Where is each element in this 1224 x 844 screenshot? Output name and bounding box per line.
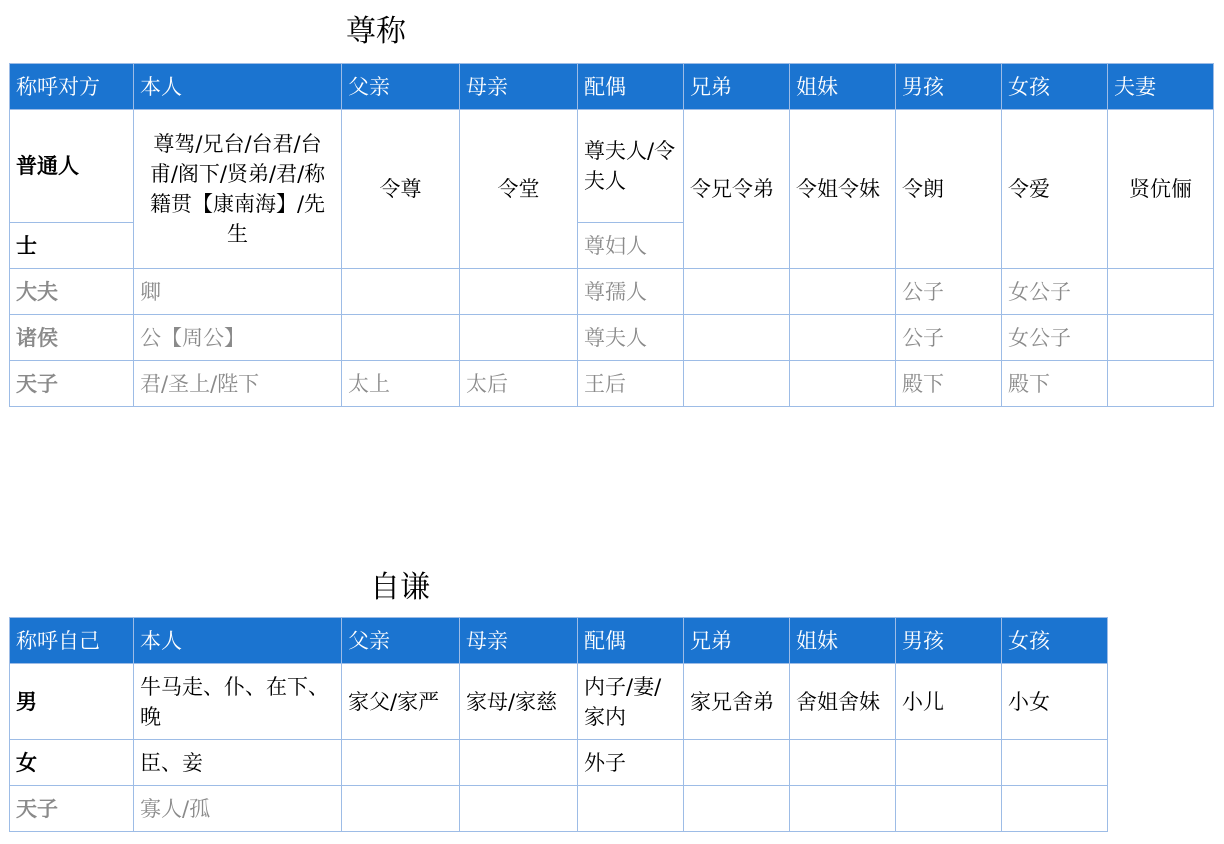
cell-empty [790,786,896,832]
cell-zhuhou-girl: 女公子 [1002,315,1108,361]
cell-empty [1108,269,1214,315]
cell-empty [342,269,460,315]
col-header-boy: 男孩 [896,64,1002,110]
cell-tianzi-boy: 殿下 [896,361,1002,407]
table-row [10,786,1108,832]
cell-tianzi-girl: 殿下 [1002,361,1108,407]
row-label-male: 男 [10,664,134,740]
table-row [10,315,1214,361]
cell-female-spouse: 外子 [578,740,684,786]
table-row [10,269,1214,315]
cell-tianzi-father: 太上 [342,361,460,407]
cell-common-girl: 令爱 [1002,110,1108,269]
cell-common-brothers: 令兄令弟 [684,110,790,269]
col-header-self-ref: 称呼自己 [10,618,134,664]
cell-dafu-spouse: 尊孺人 [578,269,684,315]
cell-female-self: 臣、妾 [134,740,342,786]
cell-common-sisters: 令姐令妹 [790,110,896,269]
cell-tianzi-spouse: 王后 [578,361,684,407]
col-header-girl: 女孩 [1002,618,1108,664]
col-header-self: 本人 [134,64,342,110]
table-row [10,740,1108,786]
cell-common-self: 尊驾/兄台/台君/台甫/阁下/贤弟/君/称籍贯【康南海】/先生 [134,110,342,269]
cell-empty [460,740,578,786]
cell-male-brothers: 家兄舍弟 [684,664,790,740]
cell-zhuhou-self: 公【周公】 [134,315,342,361]
cell-common-mother: 令堂 [460,110,578,269]
col-header-sisters: 姐妹 [790,618,896,664]
row-label-tianzi: 天子 [10,786,134,832]
row-label-tianzi: 天子 [10,361,134,407]
cell-common-spouse: 尊夫人/令夫人 [578,110,684,223]
col-header-mother: 母亲 [460,64,578,110]
row-label-female: 女 [10,740,134,786]
cell-male-sisters: 舍姐舍妹 [790,664,896,740]
honorific-title: 尊称 [346,14,406,49]
cell-dafu-girl: 女公子 [1002,269,1108,315]
col-header-sisters: 姐妹 [790,64,896,110]
cell-common-boy: 令朗 [896,110,1002,269]
cell-empty [578,786,684,832]
col-header-spouse: 配偶 [578,64,684,110]
cell-male-mother: 家母/家慈 [460,664,578,740]
col-header-mother: 母亲 [460,618,578,664]
cell-empty [790,269,896,315]
cell-zhuhou-spouse: 尊夫人 [578,315,684,361]
col-header-brothers: 兄弟 [684,618,790,664]
cell-empty [1002,740,1108,786]
cell-male-girl: 小女 [1002,664,1108,740]
humble-title: 自谦 [370,570,430,605]
cell-common-couple: 贤伉俪 [1108,110,1214,269]
header-row [10,618,1108,664]
cell-empty [790,315,896,361]
cell-empty [1108,315,1214,361]
cell-empty [1002,786,1108,832]
cell-empty [460,269,578,315]
cell-empty [790,740,896,786]
humble-table [9,617,1108,832]
row-label-dafu: 大夫 [10,269,134,315]
cell-male-father: 家父/家严 [342,664,460,740]
row-label-shi: 士 [10,223,134,269]
cell-empty [896,786,1002,832]
col-header-self: 本人 [134,618,342,664]
cell-empty [684,269,790,315]
cell-empty [684,740,790,786]
col-header-boy: 男孩 [896,618,1002,664]
cell-male-boy: 小儿 [896,664,1002,740]
cell-empty [342,315,460,361]
cell-empty [684,361,790,407]
cell-empty [684,315,790,361]
cell-empty [1108,361,1214,407]
cell-empty [342,786,460,832]
cell-empty [460,786,578,832]
col-header-father: 父亲 [342,64,460,110]
cell-dafu-self: 卿 [134,269,342,315]
honorific-table [9,63,1214,407]
row-label-zhuhou: 诸侯 [10,315,134,361]
cell-common-father: 令尊 [342,110,460,269]
col-header-couple: 夫妻 [1108,64,1214,110]
row-label-common: 普通人 [10,110,134,223]
cell-zhuhou-boy: 公子 [896,315,1002,361]
table-row [10,110,1214,223]
cell-empty [460,315,578,361]
cell-empty [790,361,896,407]
col-header-addressee: 称呼对方 [10,64,134,110]
cell-tianzi-self: 寡人/孤 [134,786,342,832]
col-header-girl: 女孩 [1002,64,1108,110]
cell-shi-spouse: 尊妇人 [578,223,684,269]
cell-empty [342,740,460,786]
cell-empty [684,786,790,832]
col-header-spouse: 配偶 [578,618,684,664]
cell-empty [896,740,1002,786]
cell-male-self: 牛马走、仆、在下、晚 [134,664,342,740]
cell-male-spouse: 内子/妻/家内 [578,664,684,740]
table-row [10,361,1214,407]
cell-dafu-boy: 公子 [896,269,1002,315]
table-row [10,664,1108,740]
cell-tianzi-mother: 太后 [460,361,578,407]
cell-tianzi-self: 君/圣上/陛下 [134,361,342,407]
col-header-father: 父亲 [342,618,460,664]
header-row [10,64,1214,110]
col-header-brothers: 兄弟 [684,64,790,110]
